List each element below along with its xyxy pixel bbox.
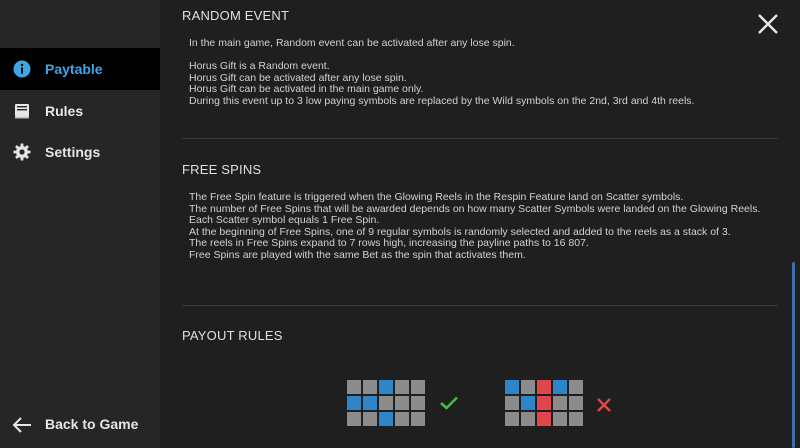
reel-cell: [347, 412, 361, 426]
sidebar-item-paytable[interactable]: [0, 48, 160, 90]
checkmark-icon: [440, 396, 458, 410]
sidebar-item-label: Rules: [45, 103, 84, 119]
text-line: The reels in Free Spins expand to 7 rows high, increasing the payline paths to 16 807.: [189, 237, 589, 250]
reel-grid-valid: [347, 380, 425, 426]
reel-cell-highlight: [553, 380, 567, 394]
sidebar-item-settings[interactable]: [0, 131, 160, 173]
reel-cell-invalid: [537, 412, 551, 426]
divider: [182, 138, 778, 139]
book-icon: [13, 102, 31, 120]
paytable-content: [182, 0, 778, 448]
text-line: The Free Spin feature is triggered when the Glowing Reels in the Respin Feature land on Scatter symbols.: [189, 191, 684, 203]
reel-cell: [395, 396, 409, 410]
reel-grid-invalid: [505, 380, 583, 426]
reel-cell-invalid: [537, 396, 551, 410]
reel-cell: [347, 380, 361, 394]
reel-cell: [569, 396, 583, 410]
sidebar-item-label: Paytable: [45, 61, 103, 77]
reel-cell: [411, 412, 425, 426]
text-line: The number of Free Spins that will be awarded depends on how many Scatter Symbols were landed on the Glowing Reels.: [189, 202, 761, 215]
gear-icon: [13, 143, 31, 161]
reel-cell: [395, 380, 409, 394]
cross-icon: [596, 397, 612, 413]
reel-cell-highlight: [521, 396, 535, 410]
reel-cell: [411, 396, 425, 410]
reel-cell: [411, 380, 425, 394]
text-line: Horus Gift is a Random event.: [189, 60, 330, 73]
text-line: During this event up to 3 low paying symbols are replaced by the Wild symbols on the 2nd, 3rd and 4th reels.: [189, 94, 695, 107]
text-line: At the beginning of Free Spins, one of 9 regular symbols is randomly selected and added to the reels as a stack of 3.: [189, 225, 731, 238]
sidebar: [0, 0, 160, 448]
reel-cell: [363, 412, 377, 426]
text-line: Horus Gift can be activated after any lose spin.: [189, 71, 407, 84]
section-title-payout-rules: PAYOUT RULES: [182, 328, 283, 343]
section-title-free-spins: FREE SPINS: [182, 162, 262, 177]
reel-cell: [521, 380, 535, 394]
reel-cell-highlight: [363, 396, 377, 410]
divider: [182, 305, 778, 306]
info-icon: [13, 60, 31, 78]
reel-cell: [521, 412, 535, 426]
section-title-random-event: RANDOM EVENT: [182, 8, 290, 23]
random-event-text: [189, 38, 769, 108]
text-line: Horus Gift can be activated in the main game only.: [189, 83, 424, 96]
text-line: Each Scatter symbol equals 1 Free Spin.: [189, 214, 380, 227]
free-spins-text: [189, 192, 769, 262]
sidebar-item-label: Settings: [45, 144, 101, 160]
text-line: In the main game, Random event can be activated after any lose spin.: [189, 37, 515, 49]
back-to-game-button[interactable]: [0, 412, 160, 442]
close-icon[interactable]: [756, 12, 780, 36]
arrow-left-icon: [12, 416, 32, 434]
text-line: Free Spins are played with the same Bet as the spin that activates them.: [189, 248, 526, 261]
sidebar-item-rules[interactable]: [0, 90, 160, 132]
reel-cell: [363, 380, 377, 394]
reel-cell: [505, 396, 519, 410]
reel-cell: [553, 396, 567, 410]
reel-cell-highlight: [347, 396, 361, 410]
reel-cell: [569, 412, 583, 426]
reel-cell: [553, 412, 567, 426]
reel-cell-invalid: [537, 380, 551, 394]
reel-cell-highlight: [379, 380, 393, 394]
reel-cell-highlight: [505, 380, 519, 394]
reel-cell-highlight: [379, 412, 393, 426]
reel-cell: [569, 380, 583, 394]
back-to-game-label: Back to Game: [45, 416, 139, 432]
reel-cell: [395, 412, 409, 426]
reel-cell: [379, 396, 393, 410]
scrollbar-thumb[interactable]: [792, 262, 795, 448]
reel-cell: [505, 412, 519, 426]
